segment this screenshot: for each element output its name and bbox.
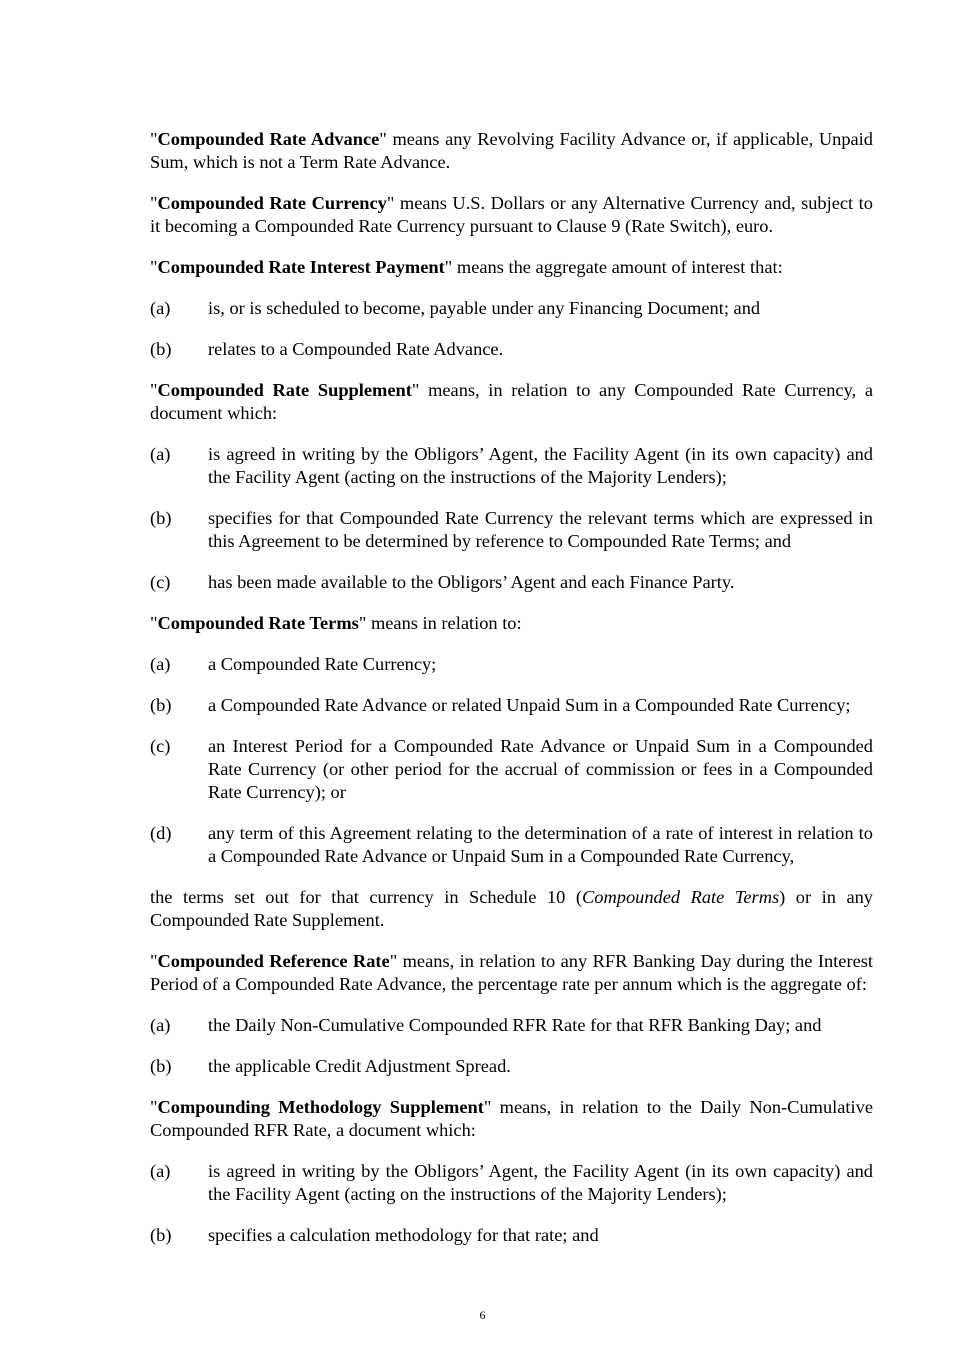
- item-text: an Interest Period for a Compounded Rate Advance or Unpaid Sum in a Compounded Rate Currency (or other period for the accrual of commission or fees in a Compounded Rate Currency); or: [208, 736, 873, 802]
- item-number: (b): [150, 695, 172, 715]
- item-text: the Daily Non-Cumulative Compounded RFR Rate for that RFR Banking Day; and: [208, 1015, 822, 1035]
- definition-text: means U.S. Dollars or any Alternative Currency and, subject to it becoming a Compounded Rate Currency pursuant to Clause 9 (Rate Switch), euro.: [150, 193, 873, 236]
- definition-text: means in relation to:: [366, 613, 522, 633]
- item-number: (a): [150, 444, 171, 464]
- defined-term: Compounded Reference Rate: [157, 951, 390, 971]
- list-item: [150, 653, 873, 676]
- definition-compounding-methodology-supplement: "Compounding Methodology Supplement" means, in relation to the Daily Non-Cumulative Compounded RFR Rate, a document which:: [150, 1097, 873, 1140]
- definition-text: means, in relation to any RFR Banking Day during the Interest Period of a Compounded Rate Advance, the percentage rate per annum which is the aggregate of:: [150, 951, 873, 994]
- defined-term: Compounded Rate Currency: [157, 193, 387, 213]
- item-number: (d): [150, 823, 172, 843]
- list-item: [150, 1014, 873, 1037]
- item-text: a Compounded Rate Currency;: [208, 654, 437, 674]
- tail-text-after: ) or in any Compounded Rate Supplement.: [150, 887, 873, 930]
- definition-compounded-rate-currency: "Compounded Rate Currency" means U.S. Dollars or any Alternative Currency and, subject to it becoming a Compounded Rate Currency pursuant to Clause 9 (Rate Switch), euro.: [150, 193, 873, 236]
- item-number: (b): [150, 1225, 172, 1245]
- item-text: the applicable Credit Adjustment Spread.: [208, 1056, 511, 1076]
- definition-text: means, in relation to the Daily Non-Cumulative Compounded RFR Rate, a document which:: [150, 1097, 873, 1140]
- item-text: specifies for that Compounded Rate Currency the relevant terms which are expressed in this Agreement to be determined by reference to Compounded Rate Terms; and: [208, 508, 873, 551]
- item-text: a Compounded Rate Advance or related Unpaid Sum in a Compounded Rate Currency;: [208, 695, 851, 715]
- item-text: is agreed in writing by the Obligors’ Agent, the Facility Agent (in its own capacity) and the Facility Agent (acting on the instructions of the Majority Lenders);: [208, 1161, 873, 1204]
- list-item: [150, 694, 873, 717]
- list-item: [150, 338, 873, 361]
- tail-text-before: the terms set out for that currency in Schedule 10 (: [150, 887, 583, 907]
- item-number: (a): [150, 654, 171, 674]
- list-item: [150, 1224, 873, 1247]
- item-number: (c): [150, 572, 171, 592]
- item-number: (b): [150, 508, 172, 528]
- item-number: (a): [150, 1015, 171, 1035]
- definition-compounded-rate-supplement: "Compounded Rate Supplement" means, in relation to any Compounded Rate Currency, a document which:: [150, 380, 873, 423]
- definition-compounded-rate-terms: "Compounded Rate Terms" means in relation to:: [150, 613, 522, 633]
- item-text: relates to a Compounded Rate Advance.: [208, 339, 504, 359]
- defined-term: Compounded Rate Supplement: [157, 380, 412, 400]
- list-item: [150, 507, 873, 553]
- definition-compounded-rate-advance: "Compounded Rate Advance" means any Revolving Facility Advance or, if applicable, Unpaid Sum, which is not a Term Rate Advance.: [150, 129, 873, 172]
- list-item: [150, 1160, 873, 1206]
- item-number: (a): [150, 298, 171, 318]
- list-item: [150, 443, 873, 489]
- item-number: (b): [150, 339, 172, 359]
- definition-compounded-reference-rate: "Compounded Reference Rate" means, in relation to any RFR Banking Day during the Interest Period of a Compounded Rate Advance, the percentage rate per annum which is the aggregate of:: [150, 951, 873, 994]
- item-text: is agreed in writing by the Obligors’ Agent, the Facility Agent (in its own capacity) and the Facility Agent (acting on the instructions of the Majority Lenders);: [208, 444, 873, 487]
- item-text: specifies a calculation methodology for that rate; and: [208, 1225, 599, 1245]
- list-item: [150, 822, 873, 868]
- defined-term: Compounded Rate Interest Payment: [157, 257, 445, 277]
- item-text: has been made available to the Obligors’ Agent and each Finance Party.: [208, 572, 735, 592]
- item-number: (c): [150, 736, 171, 756]
- item-text: any term of this Agreement relating to the determination of a rate of interest in relation to a Compounded Rate Advance or Unpaid Sum in a Compounded Rate Currency,: [208, 823, 873, 866]
- item-number: (b): [150, 1056, 172, 1076]
- definition-tail-text: [150, 886, 873, 932]
- definition-compounded-rate-interest-payment: "Compounded Rate Interest Payment" means the aggregate amount of interest that:: [150, 257, 783, 277]
- schedule-title-italic: Compounded Rate Terms: [582, 887, 780, 907]
- page-number: 6: [479, 1308, 486, 1322]
- item-text: is, or is scheduled to become, payable under any Financing Document; and: [208, 298, 761, 318]
- defined-term: Compounded Rate Advance: [157, 129, 380, 149]
- defined-term: Compounded Rate Terms: [157, 613, 359, 633]
- definition-text: means any Revolving Facility Advance or, if applicable, Unpaid Sum, which is not a Term Rate Advance.: [150, 129, 873, 172]
- definition-text: means, in relation to any Compounded Rate Currency, a document which:: [150, 380, 873, 423]
- list-item: [150, 735, 873, 804]
- list-item: [150, 297, 873, 320]
- document-page: [150, 128, 873, 1265]
- list-item: [150, 571, 873, 594]
- defined-term: Compounding Methodology Supplement: [157, 1097, 484, 1117]
- item-number: (a): [150, 1161, 171, 1181]
- definition-text: means the aggregate amount of interest that:: [452, 257, 783, 277]
- list-item: [150, 1055, 873, 1078]
